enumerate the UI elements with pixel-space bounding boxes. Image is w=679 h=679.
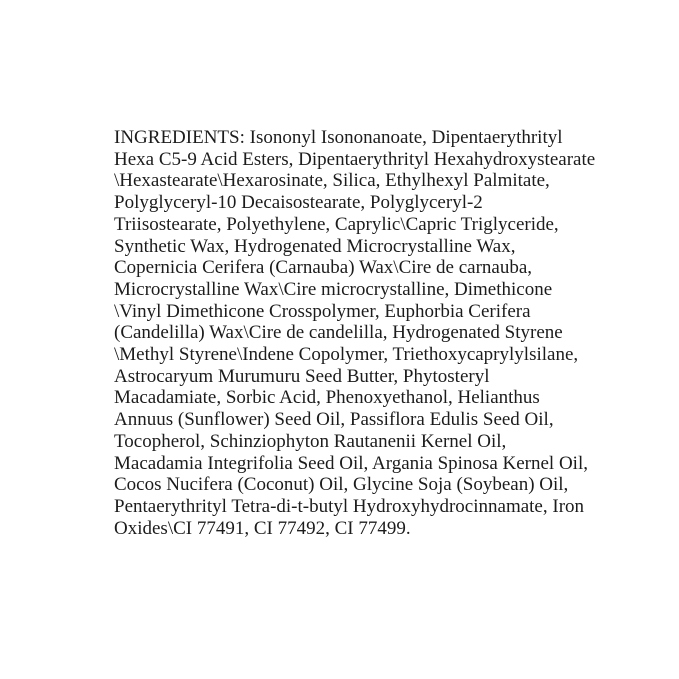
- text-line: Annuus (Sunflower) Seed Oil, Passiflora Edulis Seed Oil,: [114, 409, 554, 431]
- text-line: Cocos Nucifera (Coconut) Oil, Glycine Soja (Soybean) Oil,: [114, 474, 569, 496]
- text-line: Hexa C5-9 Acid Esters, Dipentaerythrityl Hexahydroxystearate: [114, 148, 596, 170]
- text-line: Copernicia Cerifera (Carnauba) Wax\Cire de carnauba,: [114, 257, 533, 279]
- text-line: Polyglyceryl-10 Decaisostearate, Polyglyceryl-2: [114, 192, 483, 214]
- text-line: Pentaerythrityl Tetra-di-t-butyl Hydroxyhydrocinnamate, Iron: [114, 495, 585, 517]
- text-line: Oxides\CI 77491, CI 77492, CI 77499.: [114, 517, 411, 539]
- text-line: Astrocaryum Murumuru Seed Butter, Phytosteryl: [114, 365, 490, 387]
- text-line: \Methyl Styrene\Indene Copolymer, Triethoxycaprylylsilane,: [114, 344, 579, 366]
- text-line: Triisostearate, Polyethylene, Caprylic\Capric Triglyceride,: [114, 213, 559, 235]
- ingredients-paragraph: [114, 127, 595, 539]
- text-line: Synthetic Wax, Hydrogenated Microcrystalline Wax,: [114, 235, 516, 257]
- text-line: \Hexastearate\Hexarosinate, Silica, Ethylhexyl Palmitate,: [114, 170, 550, 192]
- text-line: Macadamia Integrifolia Seed Oil, Argania Spinosa Kernel Oil,: [114, 452, 588, 474]
- text-line: \Vinyl Dimethicone Crosspolymer, Euphorbia Cerifera: [114, 300, 531, 322]
- text-line: (Candelilla) Wax\Cire de candelilla, Hydrogenated Styrene: [114, 322, 563, 344]
- text-line: Tocopherol, Schinziophyton Rautanenii Kernel Oil,: [114, 430, 507, 452]
- text-line: INGREDIENTS: Isononyl Isononanoate, Dipentaerythrityl: [114, 127, 563, 148]
- text-line: Macadamiate, Sorbic Acid, Phenoxyethanol, Helianthus: [114, 387, 540, 409]
- text-line: Microcrystalline Wax\Cire microcrystalline, Dimethicone: [114, 278, 553, 300]
